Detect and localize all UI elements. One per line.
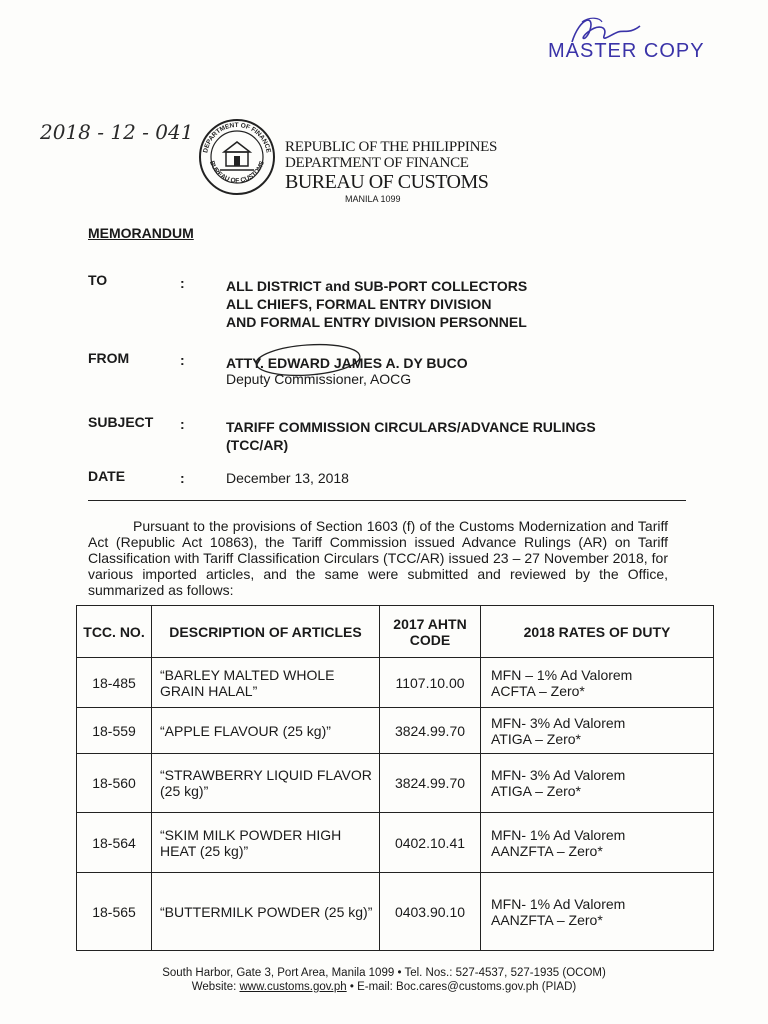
- letterhead-city: MANILA 1099: [345, 193, 401, 204]
- header-tcc-no: TCC. NO.: [77, 606, 152, 658]
- cell-description: “STRAWBERRY LIQUID FLAVOR (25 kg)”: [152, 754, 380, 813]
- cell-description: “SKIM MILK POWDER HIGH HEAT (25 kg)”: [152, 813, 380, 873]
- rate-fta: ATIGA – Zero*: [491, 730, 581, 747]
- header-rates: 2018 RATES OF DUTY: [481, 606, 714, 658]
- tariff-table: [76, 605, 714, 951]
- handwritten-reference-number: 2018 - 12 - 041: [40, 120, 194, 144]
- cell-code: 0402.10.41: [380, 813, 481, 873]
- rate-fta: AANZFTA – Zero*: [491, 911, 603, 928]
- rate-mfn: MFN- 3% Ad Valorem: [491, 714, 626, 731]
- cell-code: 3824.99.70: [380, 708, 481, 754]
- to-label: TO: [88, 272, 108, 288]
- date-value: December 13, 2018: [226, 470, 349, 486]
- to-line-2: ALL CHIEFS, FORMAL ENTRY DIVISION: [226, 296, 492, 312]
- from-name: ATTY. EDWARD JAMES A. DY BUCO: [226, 355, 468, 371]
- cell-description: “APPLE FLAVOUR (25 kg)”: [152, 708, 380, 754]
- header-description: DESCRIPTION OF ARTICLES: [152, 606, 380, 658]
- rate-mfn: MFN- 3% Ad Valorem: [491, 767, 626, 783]
- svg-text:DEPARTMENT OF FINANCE: DEPARTMENT OF FINANCE: [202, 121, 272, 154]
- rate-mfn: MFN- 1% Ad Valorem: [491, 826, 626, 843]
- letterhead: [285, 140, 497, 204]
- footer-contact: [0, 980, 768, 994]
- cell-tcc: 18-485: [77, 658, 152, 708]
- rate-mfn: MFN- 1% Ad Valorem: [491, 895, 626, 912]
- cell-description: “BUTTERMILK POWDER (25 kg)”: [152, 873, 380, 951]
- rate-fta: AANZFTA – Zero*: [491, 842, 603, 859]
- footer: [0, 966, 768, 994]
- from-label: FROM: [88, 350, 130, 366]
- to-colon: :: [180, 275, 185, 291]
- rate-fta: ATIGA – Zero*: [491, 783, 581, 799]
- body-paragraph: Pursuant to the provisions of Section 1603 (f) of the Customs Modernization and Tariff Act (Republic Act 10863), the Tariff Commission issued Advance Rulings (AR) on Tariff Classification with Tariff Classification Circulars (TCC/AR) issued 23 – 27 November 2018, for various imported articles, and the same were submitted and reviewed by the Office, summarized as follows:: [88, 518, 668, 598]
- cell-rate: [481, 813, 714, 873]
- letterhead-department: DEPARTMENT OF FINANCE: [285, 154, 469, 171]
- date-colon: :: [180, 470, 185, 486]
- subject-line-2: (TCC/AR): [226, 437, 289, 453]
- to-recipients: [226, 277, 527, 331]
- from-title: Deputy Commissioner, AOCG: [226, 371, 412, 387]
- divider-rule: [88, 500, 686, 501]
- header-ahtn-code: 2017 AHTN CODE: [380, 606, 481, 658]
- footer-website-link[interactable]: www.customs.gov.ph: [239, 981, 347, 993]
- date-label: DATE: [88, 468, 126, 484]
- subject-line-1: TARIFF COMMISSION CIRCULARS/ADVANCE RULINGS: [226, 419, 596, 435]
- to-line-1: ALL DISTRICT and SUB-PORT COLLECTORS: [226, 278, 528, 294]
- to-line-3: AND FORMAL ENTRY DIVISION PERSONNEL: [226, 314, 527, 330]
- table-header-row: [77, 606, 714, 658]
- subject-label: SUBJECT: [88, 414, 154, 430]
- footer-email: • E-mail: Boc.cares@customs.gov.ph (PIAD): [346, 981, 577, 993]
- cell-rate: [481, 708, 714, 754]
- subject-colon: :: [180, 416, 185, 432]
- rate-fta: ACFTA – Zero*: [491, 682, 585, 699]
- letterhead-bureau: BUREAU OF CUSTOMS: [285, 170, 489, 193]
- table-row: [77, 873, 714, 951]
- from-colon: :: [180, 352, 185, 368]
- cell-code: 1107.10.00: [380, 658, 481, 708]
- rate-mfn: MFN – 1% Ad Valorem: [491, 666, 633, 683]
- table-row: [77, 754, 714, 813]
- table-row: [77, 658, 714, 708]
- memo-title: MEMORANDUM: [88, 225, 194, 241]
- cell-code: 0403.90.10: [380, 873, 481, 951]
- table-row: [77, 708, 714, 754]
- footer-website-label: Website:: [191, 981, 240, 993]
- subject-text: [226, 418, 596, 454]
- table-row: [77, 813, 714, 873]
- cell-rate: [481, 658, 714, 708]
- cell-tcc: 18-559: [77, 708, 152, 754]
- bureau-seal-icon: [198, 118, 276, 196]
- cell-tcc: 18-560: [77, 754, 152, 813]
- cell-tcc: 18-565: [77, 873, 152, 951]
- cell-code: 3824.99.70: [380, 754, 481, 813]
- letterhead-republic: REPUBLIC OF THE PHILIPPINES: [285, 139, 498, 155]
- cell-rate: [481, 754, 714, 813]
- cell-description: “BARLEY MALTED WHOLE GRAIN HALAL”: [152, 658, 380, 708]
- cell-rate: [481, 873, 714, 951]
- cell-tcc: 18-564: [77, 813, 152, 873]
- master-copy-stamp: MASTER COPY: [548, 40, 705, 62]
- pen-circle-mark: [250, 340, 370, 380]
- svg-text:BUREAU OF CUSTOMS: BUREAU OF CUSTOMS: [207, 160, 267, 185]
- footer-address: South Harbor, Gate 3, Port Area, Manila 1099 • Tel. Nos.: 527-4537, 527-1935 (OCOM): [162, 967, 606, 979]
